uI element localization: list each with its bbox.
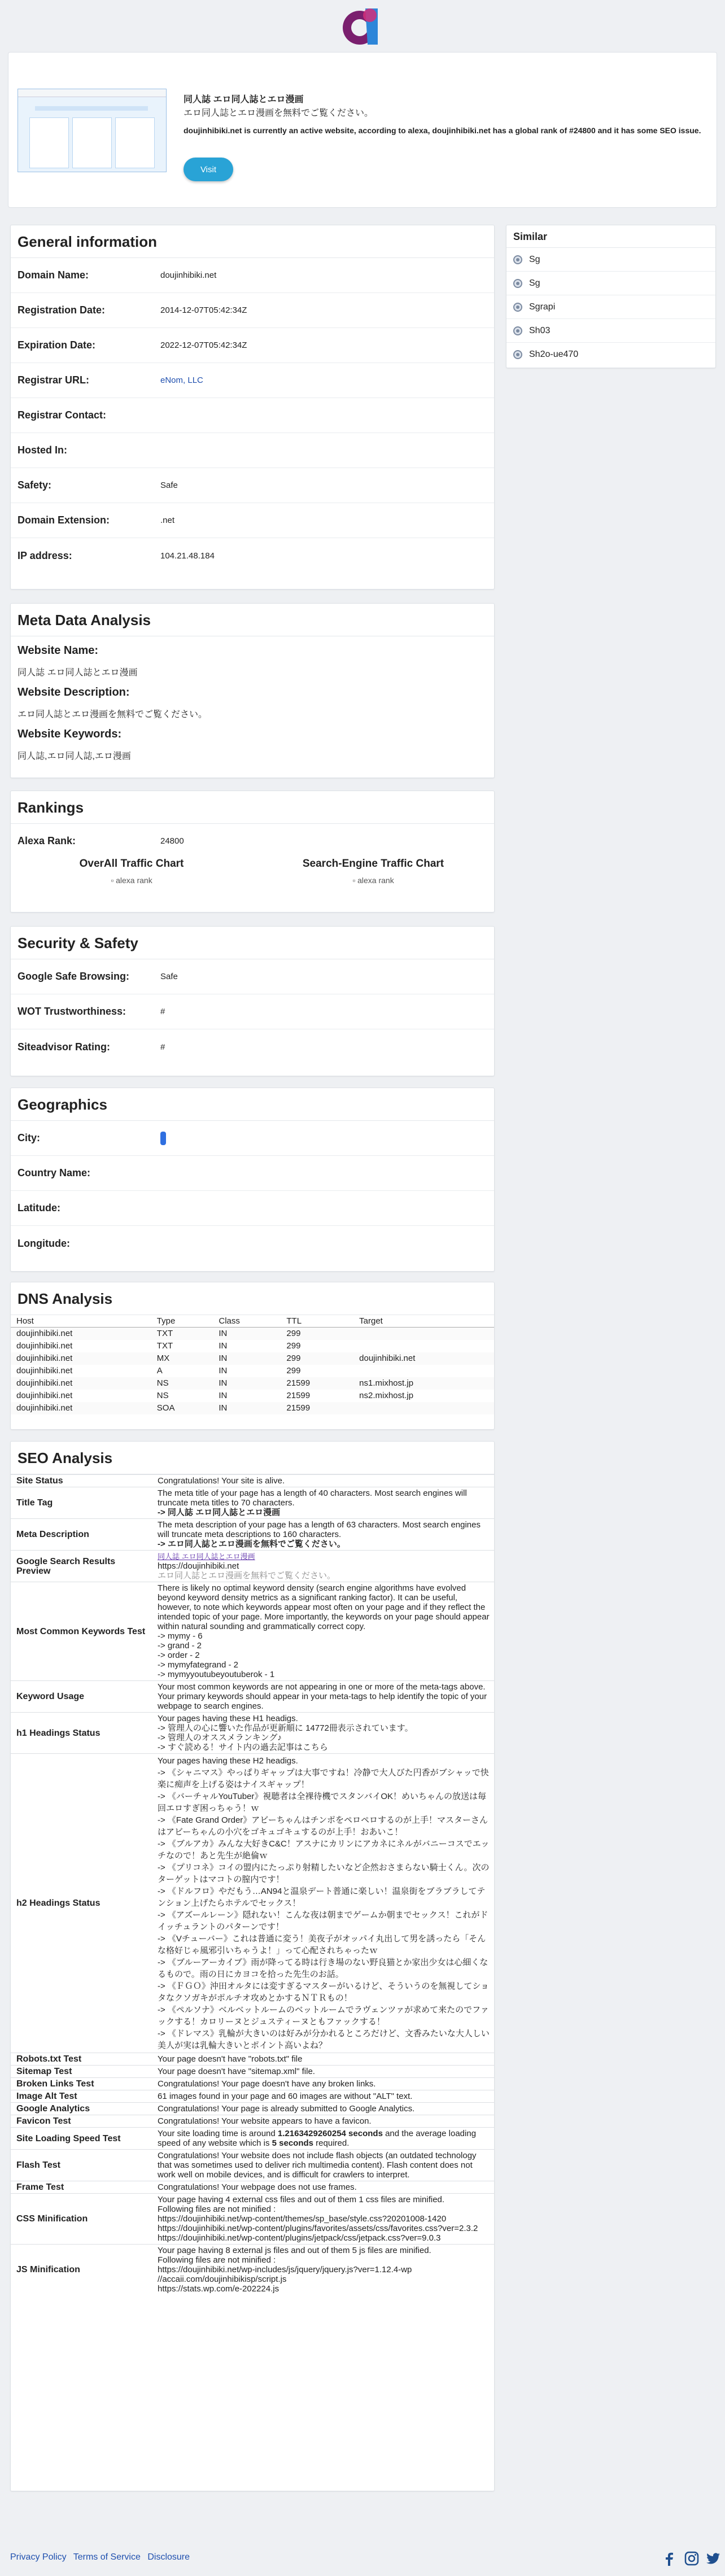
dns-column-header: TTL	[281, 1315, 353, 1328]
globe-icon	[513, 326, 522, 335]
dns-cell: doujinhibiki.net	[16, 1341, 73, 1351]
general-row-value: 2022-12-07T05:42:34Z	[160, 340, 247, 350]
hero-card	[8, 52, 717, 208]
meta-card	[10, 603, 495, 778]
general-row	[11, 398, 494, 433]
keyword-item: -> grand - 2	[158, 1641, 202, 1651]
seo-row-site-status: Site Status Congratulations! Your site is alive.	[11, 1475, 494, 1487]
table-row	[11, 1365, 494, 1377]
seo-row-keyword-usage: Keyword Usage Your most common keywords are not appearing in one or more of the meta-tags above. Your primary keywords should appear in your meta-tags to help identify the topic of your webpage to search engines.	[11, 1681, 494, 1713]
general-row-label: Hosted In:	[18, 444, 67, 456]
similar-item-label: Sgrapi	[529, 302, 556, 312]
security-row-value: #	[160, 1042, 165, 1052]
similar-item[interactable]	[506, 295, 715, 319]
similar-item-label: Sg	[529, 254, 540, 264]
logo-icon	[338, 4, 387, 48]
css-file-item: https://doujinhibiki.net/wp-content/plugins/favorites/assets/css/favorites.css?ver=2.3.2	[158, 2224, 478, 2233]
dns-cell: doujinhibiki.net	[11, 1328, 151, 1340]
css-file-item: https://doujinhibiki.net/wp-content/plugins/jetpack/css/jetpack.css?ver=9.0.3	[158, 2233, 441, 2243]
general-row-label: Domain Extension:	[18, 514, 110, 526]
general-row-label: IP address:	[18, 549, 72, 561]
geo-row	[11, 1226, 494, 1261]
h1-heading-item: -> すぐ読める！サイト内の過去記事はこちら	[158, 1743, 328, 1752]
seo-table	[11, 1474, 494, 2295]
js-file-item: https://stats.wp.com/e-202224.js	[158, 2284, 279, 2294]
table-row	[11, 1402, 494, 1414]
similar-heading: Similar	[506, 225, 715, 248]
seo-row-flash: Flash Test Congratulations! Your website does not include flash objects (an outdated technology that was sometimes used to deliver rich multimedia content). Flash content does not work well on mobile devices, and is difficult for crawlers to interpret.	[11, 2150, 494, 2181]
globe-icon	[513, 350, 522, 359]
seo-row-frame: Frame Test Congratulations! Your webpage does not use frames.	[11, 2181, 494, 2194]
general-row	[11, 503, 494, 538]
similar-item[interactable]	[506, 343, 715, 366]
geo-row-label: City:	[18, 1132, 40, 1143]
table-row	[11, 1352, 494, 1365]
general-row-value: doujinhibiki.net	[160, 270, 217, 280]
website-name-label: Website Name:	[18, 644, 99, 657]
website-description-label: Website Description:	[18, 686, 130, 698]
dns-cell	[353, 1402, 494, 1414]
keyword-item: -> order - 2	[158, 1651, 200, 1660]
dns-card	[10, 1282, 495, 1430]
globe-icon	[513, 303, 522, 312]
rankings-heading: Rankings	[11, 791, 494, 824]
preview-url: https://doujinhibiki.net	[158, 1561, 239, 1571]
js-file-item: https://doujinhibiki.net/wp-includes/js/jquery/jquery.js?ver=1.12.4-wp	[158, 2265, 412, 2274]
seo-row-h2: h2 Headings Status Your pages having these H2 headigs. -> 《シャニマス》やっぱりギャップは大事ですね！冷静で大人びた円香がブシャッで快楽に痴声を上げる姿はナイスギャップ！ -> 《バーチャルYouTuber》視聴者は全裸待機でスタンバイOK！めいちゃんの放送は毎回エロすぎ困っちゃう！ｗ -> 《Fate Grand Order》アビーちゃんはチンポをペロペロするのが上手！マスターさんはアビーちゃんの小穴をゴキュゴキュするのが上手！おあいこ！ -> 《ブルアカ》みんな大好きC&C！アスナにカリンにアカネにネルがバニーコスでエッチなので！あと先生が絶倫ｗ -> 《プリコネ》コイの盟内にたっぷり射精したいなど企然おさまらない騎士くん。次のターゲットはマコトの膣内です！ -> 《ドルフロ》やだもう…AN94と温泉デート普通に楽しい！温泉街をブラブラしてテンション上げたらホテルでセックス！ -> 《アズールレーン》隠れない！こんな夜は朝までゲームか朝までセックス！これがドイッチュラントのパターンです！ -> 《Vチューバー》これは普通に変う！美夜子がオッパイ丸出して男を誘ったら「そんな格好じゃ風邪引いちゃうよ！」って心配されちゃったｗ -> 《ブルーアーカイブ》雨が降ってる時は行き場のない野良猫とか家出少女は心細くなるもので。雨の日にカヨコを拾った先生のお話。 -> 《ＦＧＯ》沖田オルタには変すぎるマスターがいるけど、そういうのを無視してショタなクソガキがポルチオ攻めとかするＮＴＲもの！ -> 《ペルソナ》ベルベットルームのベットルームでラヴェンツァが求めて来たのでファックする！カロリーヌとジュスティーヌともファックする！ -> 《ドレマス》乳輪が大きいのは好みが分かれるところだけど、文香みたいな大人しい美人が実は乳輪大きいとポイント高いよね？	[11, 1754, 494, 2053]
h1-heading-item: -> 管理人のオススメランキング♪	[158, 1733, 282, 1743]
similar-card	[506, 225, 716, 368]
geo-row-label: Country Name:	[18, 1167, 91, 1178]
general-row-value: Safe	[160, 481, 178, 490]
general-row-label: Domain Name:	[18, 269, 89, 281]
h2-heading-item: -> 《バーチャルYouTuber》視聴者は全裸待機でスタンバイOK！めいちゃんの放送は毎回エロすぎ困っちゃう！ｗ	[158, 1792, 487, 1813]
h2-heading-item: -> 《アズールレーン》隠れない！こんな夜は朝までゲームか朝までセックス！これがドイッチュラントのパターンです！	[158, 1910, 488, 1932]
website-name-value: 同人誌 エロ同人誌とエロ漫画	[18, 668, 138, 678]
seo-row-title-tag: Title Tag The meta title of your page has a length of 40 characters. Most search engines will truncate meta titles to 70 characters. -> 同人誌 エロ同人誌とエロ漫画	[11, 1487, 494, 1519]
seo-row-meta-description: Meta Description The meta description of your page has a length of 63 characters. Most search engines will truncate meta descriptions to 160 characters. -> エロ同人誌とエロ漫画を無料でご覧ください。	[11, 1519, 494, 1551]
general-row-label: Registration Date:	[18, 304, 106, 316]
seo-row-sitemap: Sitemap Test Your page doesn't have "sitemap.xml" file.	[11, 2066, 494, 2078]
general-row-label: Registrar Contact:	[18, 409, 107, 421]
dns-cell: doujinhibiki.net	[16, 1366, 73, 1376]
dns-cell: 21599	[281, 1402, 353, 1414]
dns-cell: IN	[213, 1402, 281, 1414]
geographics-card	[10, 1088, 495, 1272]
general-row-value: 2014-12-07T05:42:34Z	[160, 305, 247, 315]
disclosure-link[interactable]: Disclosure	[147, 2552, 190, 2562]
dns-cell: 299	[286, 1366, 301, 1376]
seo-row-preview: Google Search Results Preview 同人誌 エロ同人誌とエロ漫画 https://doujinhibiki.net エロ同人誌とエロ漫画を無料でご覧ください。	[11, 1551, 494, 1582]
map-pin-icon	[160, 1132, 166, 1145]
dns-cell: ns2.mixhost.jp	[359, 1391, 414, 1400]
dns-cell: A	[156, 1366, 163, 1376]
security-row-label: Google Safe Browsing:	[18, 971, 130, 982]
table-row	[11, 1328, 494, 1340]
terms-of-service-link[interactable]: Terms of Service	[73, 2552, 141, 2562]
geo-row	[11, 1121, 494, 1156]
dns-cell: doujinhibiki.net	[16, 1391, 73, 1400]
general-row	[11, 363, 494, 398]
globe-icon	[513, 279, 522, 288]
general-row	[11, 293, 494, 328]
seo-row-broken-links: Broken Links Test Congratulations! Your page doesn't have any broken links.	[11, 2078, 494, 2090]
dns-cell: 21599	[281, 1377, 353, 1390]
globe-icon	[513, 255, 522, 264]
h2-heading-item: -> 《ドルフロ》やだもう…AN94と温泉デート普通に楽しい！温泉街をブラブラしてテンション上げたらホテルでセックス！	[158, 1887, 486, 1908]
h2-heading-item: -> 《ＦＧＯ》沖田オルタには変すぎるマスターがいるけど、そういうのを無視してショタなクソガキがポルチオ攻めとかするＮＴＲもの！	[158, 1981, 490, 2003]
dns-cell: ns1.mixhost.jp	[353, 1377, 494, 1390]
general-row	[11, 433, 494, 468]
dns-cell: NS	[151, 1377, 213, 1390]
dns-cell: TXT	[156, 1341, 173, 1351]
general-row-value: .net	[160, 516, 175, 525]
seo-row-image-alt: Image Alt Test 61 images found in your page and 60 images are without "ALT" text.	[11, 2090, 494, 2103]
seo-row-h1: h1 Headings Status Your pages having these H1 headigs. -> 管理人の心に響いた作品が更新順に 14772冊表示されています。 -> 管理人のオススメランキング♪ -> すぐ読める！サイト内の過去記事はこちら	[11, 1713, 494, 1754]
similar-item[interactable]	[506, 272, 715, 295]
hero-description: エロ同人誌とエロ漫画を無料でご覧ください。	[184, 108, 374, 118]
instagram-icon[interactable]	[684, 2551, 699, 2566]
alexa-rank-value: 24800	[160, 836, 184, 846]
geo-row-label: Latitude:	[18, 1202, 60, 1213]
website-keywords-value: 同人誌,エロ同人誌,エロ漫画	[18, 752, 131, 761]
site-logo[interactable]	[0, 0, 725, 52]
site-thumbnail[interactable]	[18, 89, 167, 172]
general-row-value: 104.21.48.184	[160, 551, 215, 561]
dns-cell: MX	[151, 1352, 213, 1365]
geo-row-label: Longitude:	[18, 1237, 70, 1249]
website-description-value: エロ同人誌とエロ漫画を無料でご覧ください。	[18, 710, 208, 719]
dns-table	[11, 1315, 494, 1414]
security-row	[11, 959, 494, 994]
twitter-icon[interactable]	[706, 2551, 720, 2566]
search-traffic-title: Search-Engine Traffic Chart	[302, 858, 444, 870]
css-file-item: https://doujinhibiki.net/wp-content/themes/sp_base/style.css?20201008-1420	[158, 2214, 447, 2224]
general-row	[11, 258, 494, 293]
broken-image-icon: ▫	[352, 876, 356, 885]
security-row	[11, 994, 494, 1029]
similar-item[interactable]	[506, 319, 715, 343]
general-row	[11, 468, 494, 503]
preview-description: エロ同人誌とエロ漫画を無料でご覧ください。	[158, 1571, 336, 1580]
privacy-policy-link[interactable]: Privacy Policy	[10, 2552, 67, 2562]
footer-links	[10, 2552, 194, 2562]
similar-item-label: Sg	[529, 278, 540, 288]
similar-item[interactable]	[506, 248, 715, 272]
table-row	[11, 1390, 494, 1402]
seo-row-loading-speed: Site Loading Speed Test Your site loading time is around 1.2163429260254 seconds and the average loading speed of any website which is 5 seconds required.	[11, 2128, 494, 2150]
dns-cell: IN	[219, 1366, 228, 1376]
search-traffic-image: ▫ alexa rank	[352, 876, 394, 885]
general-row-label: Expiration Date:	[18, 339, 96, 351]
facebook-icon[interactable]	[662, 2551, 676, 2566]
security-card	[10, 926, 495, 1076]
overall-traffic-image: ▫ alexa rank	[111, 876, 152, 885]
dns-cell: doujinhibiki.net	[11, 1352, 151, 1365]
similar-item-label: Sh2o-ue470	[529, 350, 579, 359]
h2-heading-item: -> 《シャニマス》やっぱりギャップは大事ですね！冷静で大人びた円香がブシャッで快楽に痴声を上げる姿はナイスギャップ！	[158, 1768, 489, 1789]
seo-row-analytics: Google Analytics Congratulations! Your page is already submitted to Google Analytics.	[11, 2103, 494, 2115]
dns-cell: doujinhibiki.net	[11, 1402, 151, 1414]
h2-heading-item: -> 《ブルーアーカイブ》雨が降ってる時は行き場のない野良猫とか家出少女は心細くなるもので。雨の日にカヨコを拾った先生のお話。	[158, 1958, 488, 1979]
table-row	[11, 1377, 494, 1390]
hero-rank-text: doujinhibiki.net is currently an active website, according to alexa, doujinhibiki.net has a global rank of #24800 and it has some SEO issue.	[184, 126, 701, 135]
security-row-label: WOT Trustworthiness:	[18, 1006, 126, 1017]
dns-column-header: Target	[353, 1315, 494, 1328]
seo-row-keywords: Most Common Keywords Test There is likely no optimal keyword density (search engine algorithms have evolved beyond keyword density metrics as a significant ranking factor). It can be useful, however, to note which keywords appear most often on your page and if they reflect the intended topic of your page. More importantly, the keywords on your page should appear within natural sounding and grammatically correct copy. -> mymy - 6 -> grand - 2 -> order - 2 -> mymyfategrand - 2 -> mymyyoutubeyoutuberok - 1	[11, 1582, 494, 1681]
meta-heading: Meta Data Analysis	[11, 604, 494, 636]
dns-cell: doujinhibiki.net	[11, 1377, 151, 1390]
security-heading: Security & Safety	[11, 927, 494, 959]
dns-cell: IN	[213, 1377, 281, 1390]
general-row	[11, 538, 494, 573]
seo-row-js: JS Minification Your page having 8 external js files and out of them 5 js files are minified. Following files are not minified : https://doujinhibiki.net/wp-includes/js/jquery/jquery.js?ver=1.12.4-wp //accaii.com/doujinhibikisp/script.js https://stats.wp.com/e-202224.js	[11, 2245, 494, 2295]
hero-title: 同人誌 エロ同人誌とエロ漫画	[184, 95, 304, 104]
dns-cell: IN	[219, 1391, 228, 1400]
general-info-heading: General information	[11, 225, 494, 258]
geo-row	[11, 1156, 494, 1191]
dns-column-header: Host	[11, 1315, 151, 1328]
general-row-label: Safety:	[18, 479, 52, 491]
keyword-item: -> mymyfategrand - 2	[158, 1660, 238, 1670]
security-row-value: Safe	[160, 972, 178, 981]
seo-row-robots: Robots.txt Test Your page doesn't have "robots.txt" file	[11, 2053, 494, 2066]
js-file-item: //accaii.com/doujinhibikisp/script.js	[158, 2274, 287, 2284]
dns-cell: 299	[286, 1341, 301, 1351]
h1-heading-item: -> 管理人の心に響いた作品が更新順に 14772冊表示されています。	[158, 1723, 413, 1733]
h2-heading-item: -> 《ブルアカ》みんな大好きC&C！アスナにカリンにアカネにネルがバニーコスでエッチなので！あと先生が絶倫ｗ	[158, 1839, 490, 1861]
h2-heading-item: -> 《プリコネ》コイの盟内にたっぷり射精したいなど企然おさまらない騎士くん。次のターゲットはマコトの膣内です！	[158, 1863, 490, 1884]
security-row-label: Siteadvisor Rating:	[18, 1041, 111, 1053]
rankings-card	[10, 791, 495, 912]
visit-button[interactable]: Visit	[184, 158, 233, 181]
seo-heading: SEO Analysis	[11, 1442, 494, 1474]
h2-heading-item: -> 《Vチューバー》これは普通に変う！美夜子がオッパイ丸出して男を誘ったら「そんな格好じゃ風邪引いちゃうよ！」って心配されちゃったｗ	[158, 1934, 486, 1955]
h2-heading-item: -> 《ペルソナ》ベルベットルームのベットルームでラヴェンツァが求めて来たのでファックする！カロリーヌとジュスティーヌともファックする！	[158, 2005, 489, 2027]
dns-cell: 299	[281, 1352, 353, 1365]
dns-cell: TXT	[151, 1328, 213, 1340]
h2-heading-item: -> 《ドレマス》乳輪が大きいのは好みが分かれるところだけど、文香みたいな大人しい美人が実は乳輪大きいとポイント高いよね？	[158, 2029, 490, 2050]
dns-cell	[353, 1365, 494, 1377]
table-row	[11, 1340, 494, 1352]
dns-cell	[353, 1328, 494, 1340]
geographics-heading: Geographics	[11, 1088, 494, 1121]
alexa-rank-label: Alexa Rank:	[18, 835, 76, 846]
general-info-card	[10, 225, 495, 590]
dns-cell: NS	[156, 1391, 169, 1400]
dns-heading: DNS Analysis	[11, 1282, 494, 1315]
general-row-label: Registrar URL:	[18, 374, 90, 386]
dns-cell: 299	[281, 1328, 353, 1340]
overall-traffic-title: OverAll Traffic Chart	[79, 858, 184, 870]
preview-title-link[interactable]: 同人誌 エロ同人誌とエロ漫画	[158, 1552, 255, 1561]
keyword-item: -> mymyyoutubeyoutuberok - 1	[158, 1670, 275, 1679]
dns-cell: IN	[213, 1352, 281, 1365]
website-keywords-label: Website Keywords:	[18, 728, 122, 740]
dns-cell: 21599	[286, 1391, 311, 1400]
registrar-link[interactable]: eNom, LLC	[160, 376, 203, 385]
dns-cell: IN	[219, 1341, 228, 1351]
security-row	[11, 1029, 494, 1064]
keyword-item: -> mymy - 6	[158, 1631, 203, 1641]
seo-card	[10, 1441, 495, 2491]
dns-cell: doujinhibiki.net	[353, 1352, 494, 1365]
dns-cell	[353, 1340, 494, 1352]
geo-row	[11, 1191, 494, 1226]
similar-item-label: Sh03	[529, 325, 551, 335]
dns-column-header: Class	[213, 1315, 281, 1328]
general-row	[11, 328, 494, 363]
dns-cell: SOA	[151, 1402, 213, 1414]
seo-row-css: CSS Minification Your page having 4 external css files and out of them 1 css files are minified. Following files are not minified : https://doujinhibiki.net/wp-content/themes/sp_base/style.css?20201008-1420 https://doujinhibiki.net/wp-content/plugins/favorites/assets/css/favorites.css?ver=2.3.2 https://doujinhibiki.net/wp-content/plugins/jetpack/css/jetpack.css?ver=9.0.3	[11, 2194, 494, 2245]
dns-column-header: Type	[151, 1315, 213, 1328]
broken-image-icon: ▫	[111, 876, 114, 885]
seo-row-favicon: Favicon Test Congratulations! Your website appears to have a favicon.	[11, 2115, 494, 2128]
h2-heading-item: -> 《Fate Grand Order》アビーちゃんはチンポをペロペロするのが上手！マスターさんはアビーちゃんの小穴をゴキュゴキュするのが上手！おあいこ！	[158, 1815, 488, 1837]
security-row-value: #	[160, 1007, 165, 1016]
dns-cell: IN	[213, 1328, 281, 1340]
